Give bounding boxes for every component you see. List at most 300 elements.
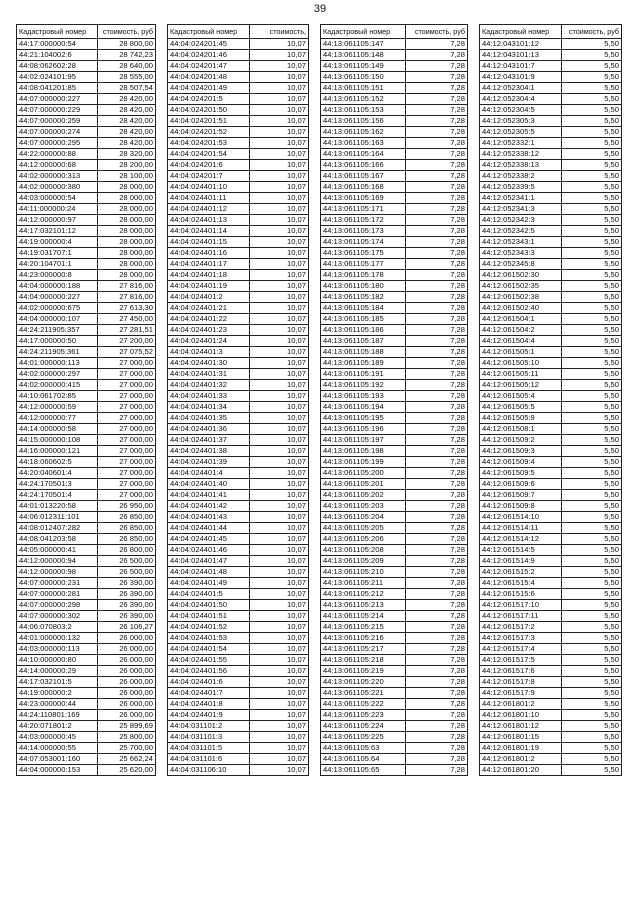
cost-cell: 5,50 xyxy=(562,743,622,754)
cadastral-number-cell: 44:04:024201:51 xyxy=(168,116,250,127)
table-row xyxy=(168,380,309,391)
header-cadastral-number: Кадастровый номер xyxy=(168,25,250,39)
cadastral-number-cell: 44:04:024401:33 xyxy=(168,391,250,402)
table-row xyxy=(17,556,156,567)
table-row xyxy=(480,138,622,149)
cost-cell: 27 000,00 xyxy=(97,391,155,402)
table-row xyxy=(168,215,309,226)
cadastral-number-cell: 44:04:024401:48 xyxy=(168,567,250,578)
cadastral-number-cell: 44:04:024401:17 xyxy=(168,259,250,270)
cadastral-number-cell: 44:12:061505:9 xyxy=(480,413,562,424)
table-row xyxy=(168,699,309,710)
table-row xyxy=(17,347,156,358)
table-row xyxy=(480,314,622,325)
cost-cell: 28 420,00 xyxy=(97,105,155,116)
cadastral-number-cell: 44:13:061105:210 xyxy=(321,567,406,578)
table-row xyxy=(480,468,622,479)
cost-cell: 26 850,00 xyxy=(97,534,155,545)
cadastral-number-cell: 44:10:061702:85 xyxy=(17,391,98,402)
cadastral-number-cell: 44:12:061801:15 xyxy=(480,732,562,743)
cadastral-number-cell: 44:04:024201:46 xyxy=(168,50,250,61)
cost-cell: 7,28 xyxy=(406,259,468,270)
table-row xyxy=(168,347,309,358)
cost-cell: 10,07 xyxy=(249,567,308,578)
table-row xyxy=(321,391,468,402)
cost-cell: 5,50 xyxy=(562,721,622,732)
table-row xyxy=(168,435,309,446)
cost-cell: 10,07 xyxy=(249,303,308,314)
cost-cell: 10,07 xyxy=(249,479,308,490)
table-row xyxy=(168,160,309,171)
cadastral-number-cell: 44:04:031101:2 xyxy=(168,721,250,732)
cadastral-number-cell: 44:13:061105:163 xyxy=(321,138,406,149)
cost-cell: 10,07 xyxy=(249,633,308,644)
cost-cell: 10,07 xyxy=(249,523,308,534)
cadastral-number-cell: 44:13:061105:147 xyxy=(321,39,406,50)
cost-cell: 7,28 xyxy=(406,567,468,578)
cost-cell: 28 420,00 xyxy=(97,94,155,105)
cost-cell: 26 950,00 xyxy=(97,501,155,512)
cost-cell: 10,07 xyxy=(249,732,308,743)
cost-cell: 27 000,00 xyxy=(97,490,155,501)
cost-cell: 7,28 xyxy=(406,193,468,204)
table-row xyxy=(480,50,622,61)
cadastral-number-cell: 44:04:024401:32 xyxy=(168,380,250,391)
cost-cell: 7,28 xyxy=(406,600,468,611)
cadastral-number-cell: 44:04:024401:45 xyxy=(168,534,250,545)
cadastral-number-cell: 44:13:061105:224 xyxy=(321,721,406,732)
cost-cell: 5,50 xyxy=(562,402,622,413)
cadastral-number-cell: 44:04:024401:19 xyxy=(168,281,250,292)
cadastral-number-cell: 44:13:061105:195 xyxy=(321,413,406,424)
cost-cell: 10,07 xyxy=(249,248,308,259)
cadastral-number-cell: 44:12:061517:6 xyxy=(480,666,562,677)
table-row xyxy=(321,446,468,457)
cadastral-number-cell: 44:15:000000:108 xyxy=(17,435,98,446)
cost-cell: 5,50 xyxy=(562,336,622,347)
table-row xyxy=(321,743,468,754)
cost-cell: 7,28 xyxy=(406,490,468,501)
table-row xyxy=(17,336,156,347)
table-row xyxy=(480,666,622,677)
table-row xyxy=(480,237,622,248)
table-header-row xyxy=(17,25,156,39)
table-row xyxy=(321,402,468,413)
table-row xyxy=(321,325,468,336)
cost-cell: 28 100,00 xyxy=(97,171,155,182)
cadastral-number-cell: 44:12:061801:2 xyxy=(480,754,562,765)
table-row xyxy=(168,325,309,336)
cost-cell: 26 000,00 xyxy=(97,688,155,699)
cadastral-number-cell: 44:13:061105:149 xyxy=(321,61,406,72)
cost-cell: 28 420,00 xyxy=(97,127,155,138)
table-row xyxy=(321,116,468,127)
cost-cell: 10,07 xyxy=(249,556,308,567)
cost-cell: 10,07 xyxy=(249,39,308,50)
cadastral-number-cell: 44:07:000000:227 xyxy=(17,94,98,105)
table-row xyxy=(321,83,468,94)
table-row xyxy=(321,50,468,61)
table-row xyxy=(168,578,309,589)
cost-cell: 10,07 xyxy=(249,765,308,776)
cadastral-number-cell: 44:13:061105:177 xyxy=(321,259,406,270)
cadastral-number-cell: 44:13:061105:172 xyxy=(321,215,406,226)
table-row xyxy=(321,655,468,666)
table-row xyxy=(168,556,309,567)
table-row xyxy=(480,710,622,721)
cost-cell: 7,28 xyxy=(406,204,468,215)
cost-cell: 26 500,00 xyxy=(97,556,155,567)
table-row xyxy=(168,50,309,61)
cost-cell: 7,28 xyxy=(406,413,468,424)
cadastral-number-cell: 44:04:024201:47 xyxy=(168,61,250,72)
table-row xyxy=(321,512,468,523)
table-row xyxy=(17,358,156,369)
cadastral-number-cell: 44:12:000000:94 xyxy=(17,556,98,567)
table-row xyxy=(168,501,309,512)
table-row xyxy=(17,402,156,413)
cost-cell: 10,07 xyxy=(249,534,308,545)
table-row xyxy=(168,468,309,479)
table-row xyxy=(168,94,309,105)
cost-cell: 25 620,00 xyxy=(97,765,155,776)
cadastral-number-cell: 44:17:000000:54 xyxy=(17,39,98,50)
table-row xyxy=(321,710,468,721)
cost-cell: 5,50 xyxy=(562,138,622,149)
cadastral-number-cell: 44:24:211905:361 xyxy=(17,347,98,358)
cadastral-number-cell: 44:12:061505:4 xyxy=(480,391,562,402)
cost-cell: 7,28 xyxy=(406,677,468,688)
header-cost: стоимость, xyxy=(249,25,308,39)
cost-cell: 5,50 xyxy=(562,589,622,600)
table-row xyxy=(17,655,156,666)
cost-cell: 10,07 xyxy=(249,644,308,655)
table-header-row xyxy=(321,25,468,39)
cadastral-number-cell: 44:13:061105:65 xyxy=(321,765,406,776)
table-row xyxy=(480,182,622,193)
table-row xyxy=(168,226,309,237)
table-row xyxy=(168,237,309,248)
table-row xyxy=(321,215,468,226)
table-row xyxy=(321,578,468,589)
table-row xyxy=(321,127,468,138)
cost-cell: 7,28 xyxy=(406,446,468,457)
cost-cell: 5,50 xyxy=(562,83,622,94)
table-row xyxy=(321,468,468,479)
cadastral-number-cell: 44:13:061105:186 xyxy=(321,325,406,336)
table-row xyxy=(480,72,622,83)
table-row xyxy=(480,127,622,138)
cost-cell: 5,50 xyxy=(562,270,622,281)
cadastral-number-cell: 44:12:043101:13 xyxy=(480,50,562,61)
table-row xyxy=(17,391,156,402)
cost-cell: 7,28 xyxy=(406,765,468,776)
cost-cell: 10,07 xyxy=(249,677,308,688)
table-row xyxy=(168,61,309,72)
cadastral-number-cell: 44:13:061105:187 xyxy=(321,336,406,347)
cadastral-number-cell: 44:04:024401:43 xyxy=(168,512,250,523)
table-row xyxy=(480,479,622,490)
cadastral-number-cell: 44:04:024201:53 xyxy=(168,138,250,149)
cost-cell: 27 000,00 xyxy=(97,457,155,468)
cadastral-number-cell: 44:04:024401:11 xyxy=(168,193,250,204)
cost-cell: 5,50 xyxy=(562,358,622,369)
table-row xyxy=(17,116,156,127)
cadastral-number-cell: 44:12:061505:10 xyxy=(480,358,562,369)
cost-cell: 10,07 xyxy=(249,380,308,391)
table-row xyxy=(17,325,156,336)
table-row xyxy=(480,270,622,281)
cost-cell: 10,07 xyxy=(249,270,308,281)
cadastral-number-cell: 44:13:061105:174 xyxy=(321,237,406,248)
cadastral-number-cell: 44:13:061105:212 xyxy=(321,589,406,600)
cadastral-number-cell: 44:12:061517:5 xyxy=(480,655,562,666)
table-row xyxy=(168,303,309,314)
cost-cell: 26 390,00 xyxy=(97,578,155,589)
cadastral-number-cell: 44:12:061517:8 xyxy=(480,677,562,688)
cost-cell: 5,50 xyxy=(562,545,622,556)
table-row xyxy=(17,589,156,600)
table-row xyxy=(168,655,309,666)
table-row xyxy=(17,281,156,292)
cost-cell: 7,28 xyxy=(406,666,468,677)
table-row xyxy=(321,699,468,710)
table-row xyxy=(17,611,156,622)
cost-cell: 5,50 xyxy=(562,127,622,138)
cadastral-number-cell: 44:04:024401:4 xyxy=(168,468,250,479)
cost-cell: 28 742,23 xyxy=(97,50,155,61)
table-row xyxy=(321,688,468,699)
cadastral-number-cell: 44:12:052343:3 xyxy=(480,248,562,259)
table-row xyxy=(168,182,309,193)
table-row xyxy=(17,204,156,215)
table-row xyxy=(17,754,156,765)
cost-cell: 27 000,00 xyxy=(97,479,155,490)
cadastral-number-cell: 44:20:104701:1 xyxy=(17,259,98,270)
cost-cell: 10,07 xyxy=(249,622,308,633)
table-row xyxy=(321,424,468,435)
table-row xyxy=(168,721,309,732)
cadastral-number-cell: 44:23:000000:44 xyxy=(17,699,98,710)
cost-cell: 10,07 xyxy=(249,600,308,611)
cost-cell: 7,28 xyxy=(406,688,468,699)
table-row xyxy=(321,765,468,776)
table-row xyxy=(321,226,468,237)
header-cost: стоимость, руб xyxy=(562,25,622,39)
cadastral-number-cell: 44:12:061514:11 xyxy=(480,523,562,534)
table-row xyxy=(17,292,156,303)
cost-cell: 26 500,00 xyxy=(97,567,155,578)
cost-cell: 27 000,00 xyxy=(97,435,155,446)
cost-cell: 28 000,00 xyxy=(97,215,155,226)
cadastral-number-cell: 44:04:024401:39 xyxy=(168,457,250,468)
cost-cell: 7,28 xyxy=(406,457,468,468)
cost-cell: 7,28 xyxy=(406,358,468,369)
cost-cell: 7,28 xyxy=(406,39,468,50)
cadastral-number-cell: 44:12:061502:40 xyxy=(480,303,562,314)
table-row xyxy=(168,413,309,424)
cost-cell: 5,50 xyxy=(562,259,622,270)
cadastral-number-cell: 44:12:061509:4 xyxy=(480,457,562,468)
table-row xyxy=(17,468,156,479)
cadastral-number-cell: 44:13:061105:221 xyxy=(321,688,406,699)
cost-cell: 7,28 xyxy=(406,171,468,182)
cadastral-number-cell: 44:12:061509:8 xyxy=(480,501,562,512)
cadastral-number-cell: 44:04:024401:40 xyxy=(168,479,250,490)
table-row xyxy=(321,193,468,204)
cadastral-number-cell: 44:04:024401:36 xyxy=(168,424,250,435)
cadastral-number-cell: 44:12:052304:4 xyxy=(480,94,562,105)
cadastral-number-cell: 44:12:061517:4 xyxy=(480,644,562,655)
cadastral-number-cell: 44:13:061105:208 xyxy=(321,545,406,556)
cadastral-number-cell: 44:04:024401:38 xyxy=(168,446,250,457)
cost-cell: 7,28 xyxy=(406,578,468,589)
cost-cell: 5,50 xyxy=(562,688,622,699)
cost-cell: 25 662,24 xyxy=(97,754,155,765)
cadastral-number-cell: 44:17:000000:50 xyxy=(17,336,98,347)
cadastral-number-cell: 44:12:061502:38 xyxy=(480,292,562,303)
table-row xyxy=(17,83,156,94)
cadastral-number-cell: 44:13:061105:63 xyxy=(321,743,406,754)
cadastral-number-cell: 44:12:061801:10 xyxy=(480,710,562,721)
cost-cell: 10,07 xyxy=(249,358,308,369)
table-row xyxy=(321,567,468,578)
cost-cell: 27 000,00 xyxy=(97,369,155,380)
cost-cell: 5,50 xyxy=(562,567,622,578)
table-row xyxy=(17,567,156,578)
table-row xyxy=(480,765,622,776)
cost-cell: 10,07 xyxy=(249,743,308,754)
table-row xyxy=(321,204,468,215)
cadastral-number-cell: 44:12:061505:5 xyxy=(480,402,562,413)
cadastral-number-cell: 44:13:061105:188 xyxy=(321,347,406,358)
table-row xyxy=(321,600,468,611)
cadastral-number-cell: 44:12:052342:5 xyxy=(480,226,562,237)
cost-cell: 7,28 xyxy=(406,754,468,765)
cost-cell: 10,07 xyxy=(249,501,308,512)
cost-cell: 10,07 xyxy=(249,688,308,699)
cost-cell: 28 000,00 xyxy=(97,248,155,259)
cadastral-number-cell: 44:12:061509:3 xyxy=(480,446,562,457)
table-row xyxy=(17,446,156,457)
table-row xyxy=(17,193,156,204)
cost-cell: 7,28 xyxy=(406,248,468,259)
cost-cell: 5,50 xyxy=(562,699,622,710)
cost-cell: 7,28 xyxy=(406,512,468,523)
table-row xyxy=(168,83,309,94)
table-row xyxy=(17,314,156,325)
table-row xyxy=(480,556,622,567)
table-row xyxy=(321,138,468,149)
cadastral-number-cell: 44:04:024201:52 xyxy=(168,127,250,138)
cost-cell: 5,50 xyxy=(562,292,622,303)
table-row xyxy=(17,226,156,237)
table-row xyxy=(168,336,309,347)
cost-cell: 26 850,00 xyxy=(97,523,155,534)
cadastral-number-cell: 44:13:061105:173 xyxy=(321,226,406,237)
cost-cell: 28 420,00 xyxy=(97,116,155,127)
cadastral-number-cell: 44:04:024201:45 xyxy=(168,39,250,50)
cost-cell: 5,50 xyxy=(562,39,622,50)
cadastral-number-cell: 44:24:211905:357 xyxy=(17,325,98,336)
cadastral-number-cell: 44:04:031101:3 xyxy=(168,732,250,743)
cadastral-number-cell: 44:12:052342:3 xyxy=(480,215,562,226)
cadastral-number-cell: 44:13:061105:203 xyxy=(321,501,406,512)
table-row xyxy=(480,754,622,765)
table-row xyxy=(480,743,622,754)
header-cost: стоимость, руб xyxy=(97,25,155,39)
cadastral-number-cell: 44:07:053001:160 xyxy=(17,754,98,765)
table-row xyxy=(321,501,468,512)
cost-cell: 10,07 xyxy=(249,336,308,347)
cost-cell: 7,28 xyxy=(406,50,468,61)
cost-cell: 5,50 xyxy=(562,732,622,743)
table-row xyxy=(321,545,468,556)
table-row xyxy=(480,567,622,578)
cadastral-number-cell: 44:04:024201:50 xyxy=(168,105,250,116)
cadastral-number-cell: 44:13:061105:197 xyxy=(321,435,406,446)
cost-cell: 7,28 xyxy=(406,160,468,171)
cadastral-number-cell: 44:04:000000:153 xyxy=(17,765,98,776)
cost-cell: 28 000,00 xyxy=(97,270,155,281)
cadastral-number-cell: 44:12:061517:9 xyxy=(480,688,562,699)
table-row xyxy=(168,391,309,402)
table-row xyxy=(321,479,468,490)
cost-cell: 26 390,00 xyxy=(97,600,155,611)
cadastral-number-cell: 44:12:052343:1 xyxy=(480,237,562,248)
cadastral-number-cell: 44:04:000000:107 xyxy=(17,314,98,325)
cost-cell: 28 800,00 xyxy=(97,39,155,50)
cadastral-number-cell: 44:12:061508:1 xyxy=(480,424,562,435)
cadastral-number-cell: 44:13:061105:193 xyxy=(321,391,406,402)
cadastral-number-cell: 44:13:061105:156 xyxy=(321,116,406,127)
table-row xyxy=(321,369,468,380)
cost-cell: 10,07 xyxy=(249,204,308,215)
cadastral-number-cell: 44:13:061105:199 xyxy=(321,457,406,468)
table-row xyxy=(168,281,309,292)
cost-cell: 27 000,00 xyxy=(97,380,155,391)
cadastral-number-cell: 44:07:000000:298 xyxy=(17,600,98,611)
table-row xyxy=(168,743,309,754)
cost-cell: 28 000,00 xyxy=(97,193,155,204)
table-row xyxy=(480,83,622,94)
table-row xyxy=(480,226,622,237)
cost-cell: 28 200,00 xyxy=(97,160,155,171)
table-row xyxy=(168,677,309,688)
table-row xyxy=(480,655,622,666)
table-row xyxy=(17,138,156,149)
cost-cell: 5,50 xyxy=(562,369,622,380)
cadastral-number-cell: 44:13:061105:151 xyxy=(321,83,406,94)
table-row xyxy=(168,358,309,369)
cadastral-number-cell: 44:13:061105:166 xyxy=(321,160,406,171)
table-row xyxy=(321,248,468,259)
cost-cell: 7,28 xyxy=(406,523,468,534)
cadastral-number-cell: 44:13:061105:216 xyxy=(321,633,406,644)
cadastral-number-cell: 44:17:032101:5 xyxy=(17,677,98,688)
table-row xyxy=(168,105,309,116)
cost-cell: 10,07 xyxy=(249,655,308,666)
table-row xyxy=(168,545,309,556)
table-row xyxy=(321,292,468,303)
cost-cell: 10,07 xyxy=(249,402,308,413)
cadastral-number-cell: 44:13:061105:191 xyxy=(321,369,406,380)
table-row xyxy=(321,622,468,633)
cadastral-number-cell: 44:12:061509:6 xyxy=(480,479,562,490)
table-row xyxy=(17,644,156,655)
table-row xyxy=(168,710,309,721)
table-row xyxy=(17,666,156,677)
